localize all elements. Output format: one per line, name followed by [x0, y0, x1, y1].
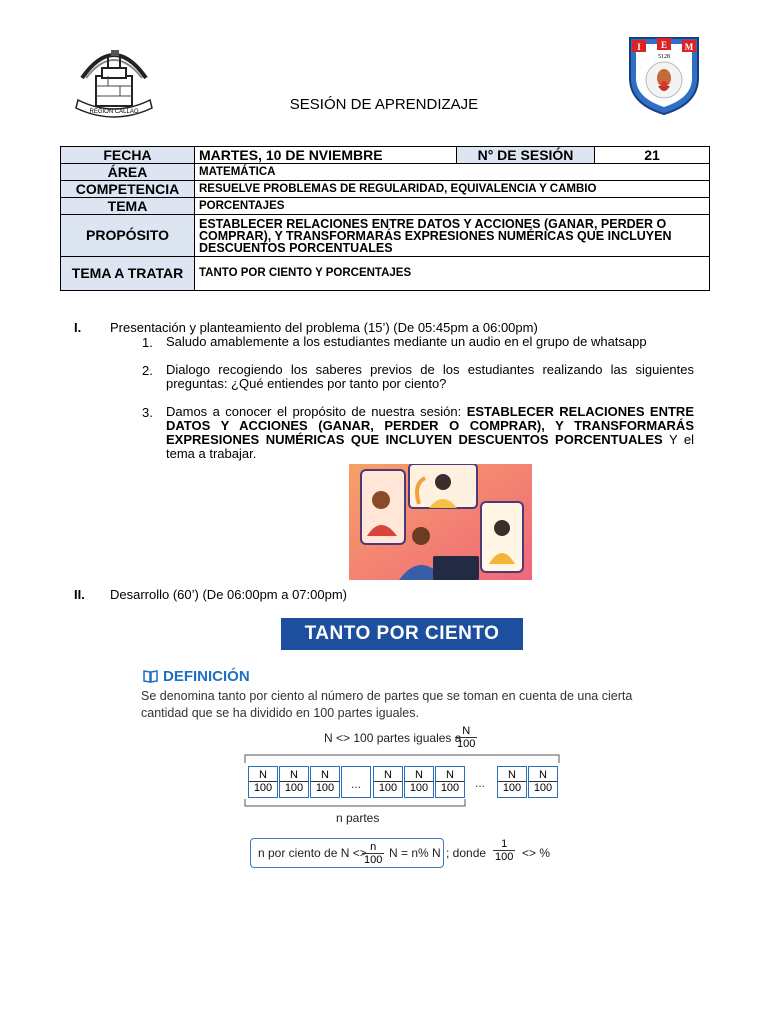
cell-numerator: N — [405, 769, 433, 782]
tema-tratar-value: TANTO POR CIENTO Y PORCENTAJES — [195, 257, 710, 291]
item-3-number: 3. — [142, 405, 153, 420]
formula-text-b: N = n% N — [389, 846, 441, 860]
part-cell — [497, 766, 527, 798]
definicion-heading: DEFINICIÓN — [163, 668, 250, 685]
cell-denominator: 100 — [315, 782, 335, 794]
tema-tratar-label: TEMA A TRATAR — [61, 257, 195, 291]
fraction-denominator: 100 — [457, 738, 476, 750]
fraction-numerator: N — [455, 725, 477, 738]
cell-denominator: 100 — [440, 782, 460, 794]
cell-denominator: 100 — [502, 782, 522, 794]
document-title: SESIÓN DE APRENDIZAJE — [289, 96, 479, 113]
item-1-text: Saludo amablemente a los estudiantes mediante un audio en el grupo de whatsapp — [166, 334, 647, 349]
logo-number: 5128 — [658, 54, 670, 60]
item-3-text-a: Damos a conocer el propósito de nuestra sesión: — [166, 404, 467, 419]
section-1-numeral: I. — [74, 320, 82, 335]
percent-equivalence: <> % — [522, 846, 551, 860]
part-cell — [373, 766, 403, 798]
cell-dots: ... — [350, 777, 361, 791]
item-2-text: Dialogo recogiendo los saberes previos de los estudiantes realizando las siguientes preguntas: ¿Qué entiendes por tanto por ciento? — [166, 362, 694, 391]
part-cell — [248, 766, 278, 798]
item-3-text-b: Y el tema a trabajar. — [166, 432, 694, 461]
part-cell — [528, 766, 558, 798]
logo-letter-i: I — [637, 42, 641, 52]
part-cell — [279, 766, 309, 798]
cell-numerator: N — [529, 769, 557, 782]
item-3-proposito: ESTABLECER RELACIONES ENTRE DATOS Y ACCIONES (GANAR, PERDER O COMPRAR), Y TRANSFORMARÁS EXPRESIONES NUMÉRICAS QUE INCLUYEN DESCUENTOS PORCENTUALES — [166, 404, 694, 447]
bottom-bracket — [244, 798, 466, 810]
donde-fraction — [493, 838, 515, 863]
part-cell — [310, 766, 340, 798]
competencia-value: RESUELVE PROBLEMAS DE REGULARIDAD, EQUIVALENCIA Y CAMBIO — [195, 181, 710, 198]
cell-numerator: N — [280, 769, 308, 782]
item-3-text — [166, 405, 694, 461]
item-1-number: 1. — [142, 335, 153, 350]
book-icon — [143, 669, 158, 683]
cell-numerator: N — [311, 769, 339, 782]
fecha-label: FECHA — [61, 147, 195, 164]
cell-numerator: N — [374, 769, 402, 782]
gap-dots: ... — [474, 776, 485, 790]
cell-denominator: 100 — [253, 782, 273, 794]
donde-numerator: 1 — [493, 838, 515, 851]
proposito-label: PROPÓSITO — [61, 215, 195, 257]
part-cell — [435, 766, 465, 798]
top-formula-text: N <> 100 partes iguales a — [324, 731, 462, 745]
competencia-label: COMPETENCIA — [61, 181, 195, 198]
definicion-text: Se denomina tanto por ciento al número de partes que se toman en cuenta de una cierta cantidad que se ha dividido en 100 partes iguales. — [141, 689, 633, 720]
top-formula-fraction — [455, 725, 477, 750]
section-2-title: Desarrollo (60’) (De 06:00pm a 07:00pm) — [110, 587, 347, 602]
top-bracket — [244, 751, 560, 765]
video-call-illustration — [349, 464, 532, 580]
part-cell-ellipsis — [341, 766, 371, 798]
logo-left-text: REGION CALLAO — [89, 109, 139, 115]
logo-letter-m: M — [684, 42, 694, 52]
session-info-table — [60, 146, 710, 291]
cell-numerator: N — [249, 769, 277, 782]
tanto-por-ciento-banner: TANTO POR CIENTO — [281, 618, 523, 650]
sesion-label: N° DE SESIÓN — [457, 147, 595, 164]
cell-numerator: N — [436, 769, 464, 782]
section-1-title: Presentación y planteamiento del problema (15’) (De 05:45pm a 06:00pm) — [110, 320, 538, 335]
formula-text-a: n por ciento de N <> — [258, 846, 367, 860]
formula-numerator: n — [362, 841, 384, 854]
logo-letter-e: E — [660, 40, 668, 50]
part-cell — [404, 766, 434, 798]
item-2-number: 2. — [142, 363, 153, 378]
area-value: MATEMÁTICA — [195, 164, 710, 181]
donde-text: ; donde — [446, 846, 487, 860]
tema-label: TEMA — [61, 198, 195, 215]
cell-denominator: 100 — [409, 782, 429, 794]
n-partes-label: n partes — [336, 811, 380, 825]
fecha-value: MARTES, 10 DE NVIEMBRE — [195, 147, 457, 164]
tema-value: PORCENTAJES — [195, 198, 710, 215]
cell-denominator: 100 — [378, 782, 398, 794]
section-2-numeral: II. — [74, 587, 85, 602]
proposito-value: ESTABLECER RELACIONES ENTRE DATOS Y ACCIONES (GANAR, PERDER O COMPRAR), Y TRANSFORMARÁS EXPRESIONES NUMÉRICAS QUE INCLUYEN DESCUENTOS PORCENTUALES — [195, 215, 710, 257]
donde-denominator: 100 — [495, 851, 514, 863]
sesion-value: 21 — [595, 147, 710, 164]
formula-fraction — [362, 841, 384, 866]
formula-denominator: 100 — [364, 854, 383, 866]
area-label: ÁREA — [61, 164, 195, 181]
cell-denominator: 100 — [533, 782, 553, 794]
cell-denominator: 100 — [284, 782, 304, 794]
cell-numerator: N — [498, 769, 526, 782]
